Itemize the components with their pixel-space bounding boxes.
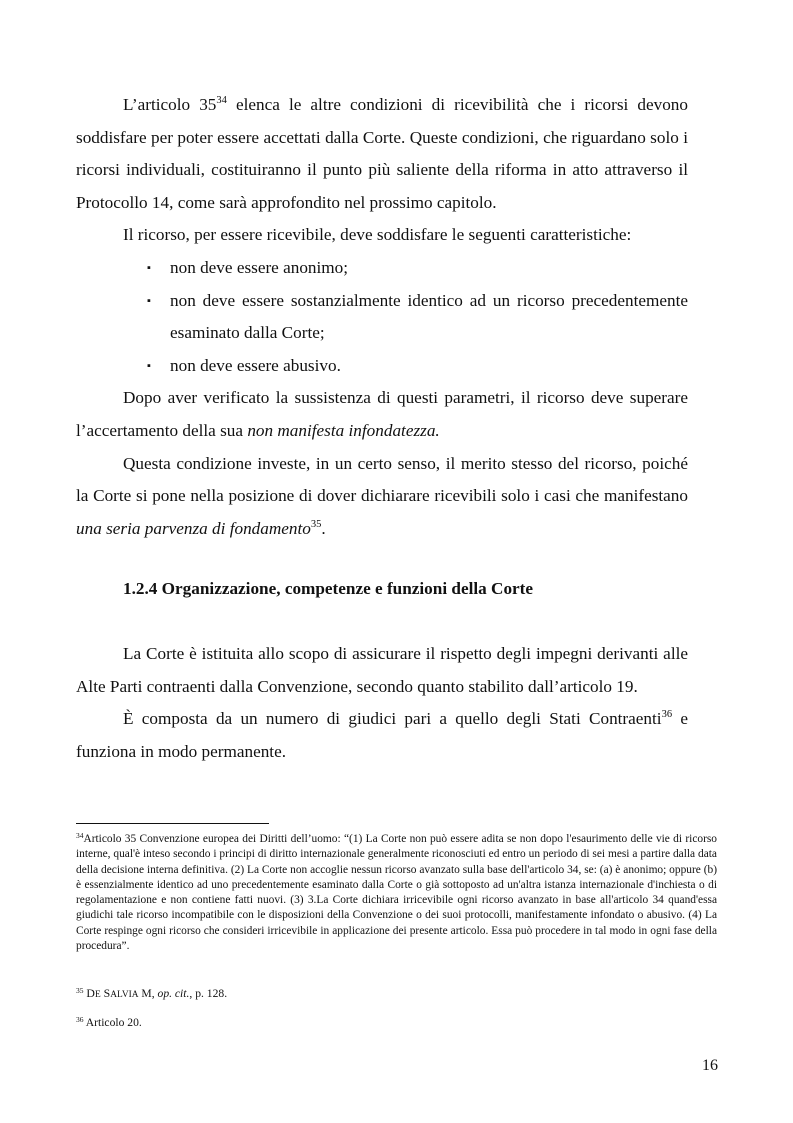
- list-item: ▪ non deve essere abusivo.: [76, 350, 688, 383]
- body-text-lower: [76, 638, 688, 768]
- paragraph-article-35: L’articolo $35^{34}$ elenca le altre condizioni di ricevibilità che i ricorsi devono soddisfare per poter essere accettati dalla Corte. Queste condizioni, che riguardano solo i ricorsi individuali, costituiranno il punto più saliente della riforma in atto attraverso il Protocollo 14, come sarà approfondito nel prossimo capitolo.: [76, 95, 688, 212]
- footnote-34: [76, 832, 717, 954]
- list-item: ▪ non deve essere anonimo;: [76, 252, 688, 285]
- body-text-upper: [76, 89, 688, 545]
- section-heading: 1.2.4 Organizzazione, competenze e funzioni della Corte: [123, 579, 534, 598]
- footnote-35: $^{35}$ DE SALVIA M, op. cit., p. 128.: [76, 986, 228, 1000]
- list-item: ▪ non deve essere sostanzialmente identico ad un ricorso precedentemente esaminato dalla Corte;: [76, 285, 688, 350]
- footnote-text: Articolo 35 Convenzione europea dei Diritti dell’uomo: “(1) La Corte non può essere adita se non dopo l'esaurimento delle vie di ricorso interne, qual'è inteso secondo i principi di diritto internazionale generalmente riconosciuti ed entro un periodo di sei mesi a partire dalla data della decisione interna definitiva. (2) La Corte non accoglie nessun ricorso avanzato sulla base dell'articolo 34, se: (a) è anonimo; oppure (b) è essenzialmente identico ad uno precedentemente esaminato dalla Corte o già sottoposto ad un'altra istanza internazionale d'inchiesta o di regolamentazione e non contiene fatti nuovi. (3) 3.La Corte dichiara irricevibile ogni ricorso avanzato in base all'articolo 34 quand'essa giudichi tale ricorso incompatibile con le disposizioni della Convenzione o dei suoi protocolli, manifestamente infondato o abusivo. (4) La Corte respinge ogni ricorso che consideri irricevibile in applicazione dei presente articolo. Essa può procedere in tal modo in ogni fase della procedura”.: [76, 833, 717, 953]
- bullet-icon: ▪: [147, 294, 151, 307]
- paragraph-requirements-intro: Il ricorso, per essere ricevibile, deve soddisfare le seguenti caratteristiche:: [123, 225, 632, 245]
- footnote-separator: [76, 823, 269, 824]
- footnote-ref-34[interactable]: 34: [216, 95, 227, 106]
- paragraph-merit: Questa condizione investe, in un certo senso, il merito stesso del ricorso, poiché la Corte si pone nella posizione di dover dichiarare ricevibili solo i casi che manifestano una seria parvenza di fondamento$^{35}$.: [76, 453, 688, 538]
- footnote-number: 35: [76, 986, 84, 995]
- paragraph-court-purpose: La Corte è istituita allo scopo di assicurare il rispetto degli impegni derivanti alle Alte Parti contraenti dalla Convenzione, secondo quanto stabilito dall’articolo 19.: [76, 644, 688, 696]
- bullet-icon: ▪: [147, 261, 151, 274]
- footnote-number: 36: [76, 1015, 84, 1024]
- paragraph-verification: Dopo aver verificato la sussistenza di questi parametri, il ricorso deve superare l’accertamento della sua non manifesta infondatezza.: [76, 388, 688, 440]
- footnote-ref-36[interactable]: 36: [661, 709, 673, 721]
- footnote-ref-35[interactable]: 35: [310, 518, 322, 530]
- footnote-number: 34: [76, 831, 84, 840]
- footnote-36: $^{36}$ Articolo 20.: [76, 1015, 142, 1029]
- paragraph-court-composition: È composta da un numero di giudici pari a quello degli Stati Contraenti$^{36}$ e funziona in modo permanente.: [76, 709, 688, 761]
- bullet-icon: ▪: [147, 359, 151, 372]
- requirements-list: [76, 252, 688, 382]
- page-number: 16: [702, 1057, 718, 1074]
